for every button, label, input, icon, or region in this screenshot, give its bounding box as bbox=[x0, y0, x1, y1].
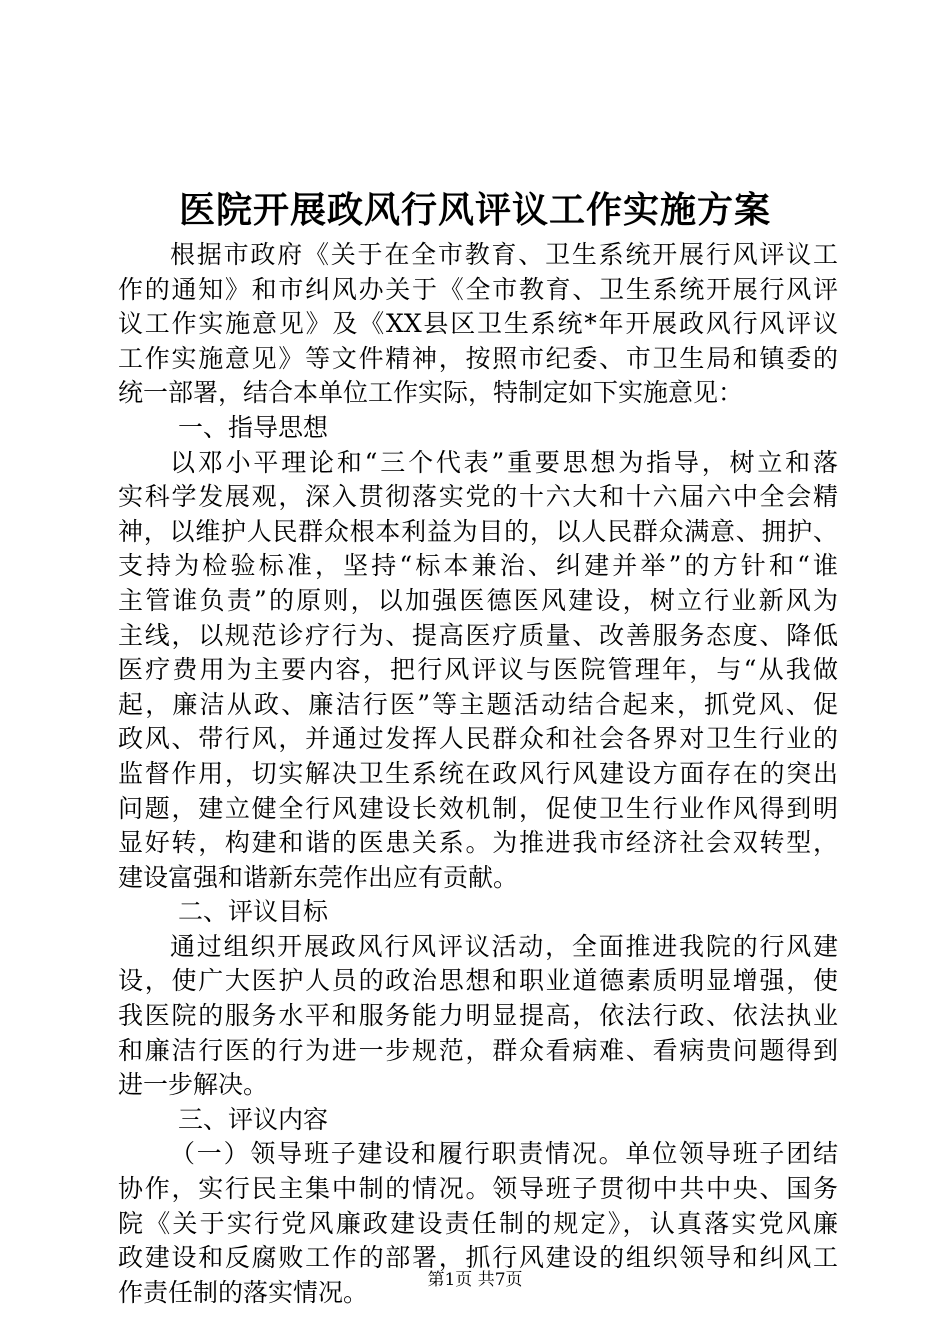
paragraph-line: 院《关于实行党风廉政建设责任制的规定》，认真落实党风廉 bbox=[118, 1208, 838, 1238]
paragraph-line: 政建设和反腐败工作的部署，抓行风建设的组织领导和纠风工 bbox=[118, 1243, 838, 1273]
section-heading: 一、指导思想 bbox=[178, 412, 329, 442]
paragraph-line: 建设富强和谐新东莞作出应有贡献。 bbox=[118, 862, 519, 892]
paragraph-line: 工作实施意见》等文件精神，按照市纪委、市卫生局和镇委的 bbox=[118, 343, 838, 373]
paragraph-line: 我医院的服务水平和服务能力明显提高，依法行政、依法执业 bbox=[118, 1001, 838, 1031]
paragraph-line: 作的通知》和市纠风办关于《全市教育、卫生系统开展行风评 bbox=[118, 274, 838, 304]
paragraph-line: 通过组织开展政风行风评议活动，全面推进我院的行风建 bbox=[170, 931, 838, 961]
paragraph-line: 主线，以规范诊疗行为、提高医疗质量、改善服务态度、降低 bbox=[118, 620, 838, 650]
paragraph-line: 根据市政府《关于在全市教育、卫生系统开展行风评议工 bbox=[170, 240, 838, 269]
section-heading: 三、评议内容 bbox=[178, 1104, 329, 1134]
page-footer: 第1页 共7页 bbox=[427, 1270, 523, 1290]
paragraph-line: 进一步解决。 bbox=[118, 1070, 269, 1100]
paragraph-line: 神，以维护人民群众根本利益为目的，以人民群众满意、拥护、 bbox=[118, 516, 838, 546]
paragraph-line: （一）领导班子建设和履行职责情况。单位领导班子团结 bbox=[170, 1139, 838, 1169]
paragraph-line: 政风、带行风，并通过发挥人民群众和社会各界对卫生行业的 bbox=[118, 724, 838, 754]
paragraph-line: 支持为检验标准，坚持“标本兼治、纠建并举”的方针和“谁 bbox=[118, 551, 838, 581]
paragraph-line: 监督作用，切实解决卫生系统在政风行风建设方面存在的突出 bbox=[118, 758, 838, 788]
paragraph-line: 协作，实行民主集中制的情况。领导班子贯彻中共中央、国务 bbox=[118, 1174, 838, 1204]
paragraph-line: 问题，建立健全行风建设长效机制，促使卫生行业作风得到明 bbox=[118, 793, 838, 823]
paragraph-line: 设，使广大医护人员的政治思想和职业道德素质明显增强，使 bbox=[118, 966, 838, 996]
paragraph-line: 以邓小平理论和“三个代表”重要思想为指导，树立和落 bbox=[170, 447, 838, 477]
paragraph-line: 实科学发展观，深入贯彻落实党的十六大和十六届六中全会精 bbox=[118, 482, 838, 512]
paragraph-line: 主管谁负责”的原则，以加强医德医风建设，树立行业新风为 bbox=[118, 585, 838, 615]
paragraph-line: 议工作实施意见》及《XX县区卫生系统*年开展政风行风评议 bbox=[118, 309, 838, 339]
paragraph-line: 作责任制的落实情况。 bbox=[118, 1277, 369, 1307]
paragraph-line: 起，廉洁从政、廉洁行医”等主题活动结合起来，抓党风、促 bbox=[118, 689, 838, 719]
paragraph-line: 和廉洁行医的行为进一步规范，群众看病难、看病贵问题得到 bbox=[118, 1035, 838, 1065]
document-body bbox=[118, 238, 838, 1310]
paragraph-line: 医疗费用为主要内容，把行风评议与医院管理年，与“从我做 bbox=[118, 655, 838, 685]
paragraph-line: 显好转，构建和谐的医患关系。为推进我市经济社会双转型， bbox=[118, 828, 838, 858]
paragraph-line: 统一部署，结合本单位工作实际，特制定如下实施意见： bbox=[118, 378, 744, 408]
section-heading: 二、评议目标 bbox=[178, 897, 329, 927]
document-title: 医院开展政风行风评议工作实施方案 bbox=[178, 189, 771, 231]
